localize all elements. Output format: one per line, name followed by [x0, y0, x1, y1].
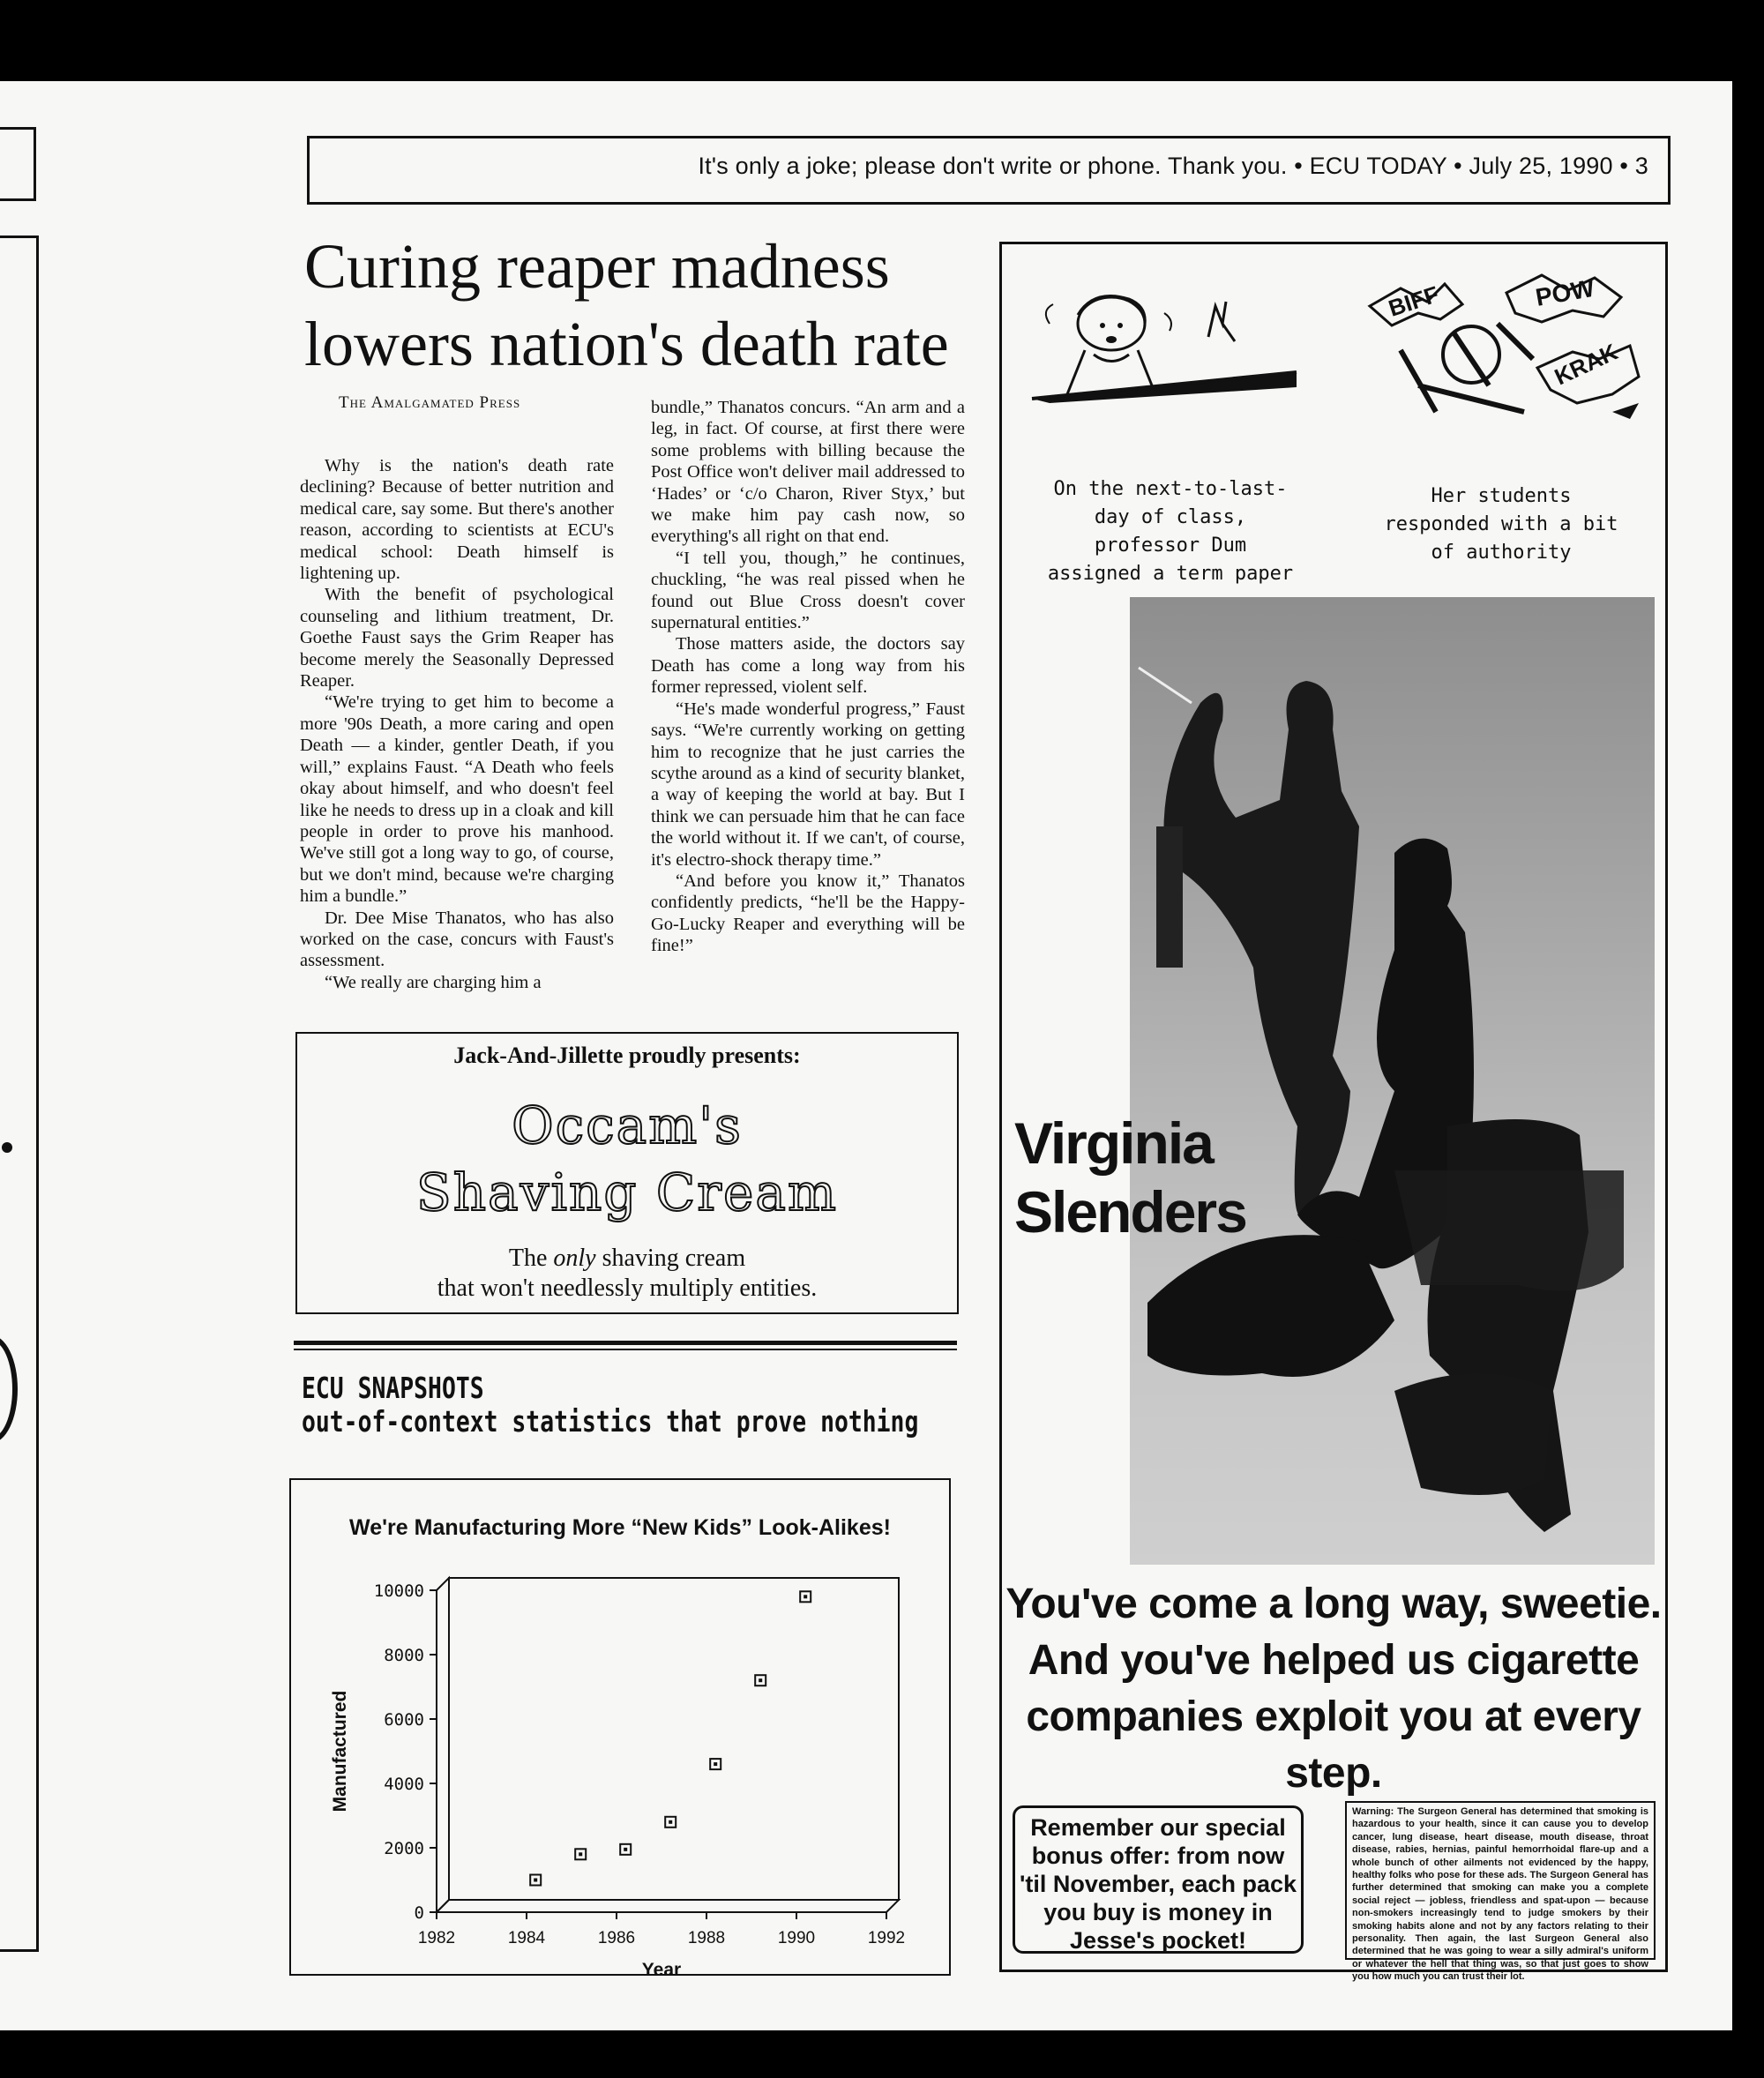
data-point-center — [714, 1762, 717, 1766]
paragraph: Those matters aside, the doctors say Death has come a long way from his former repressed, violent self. — [651, 634, 965, 698]
occam-presents: Jack-And-Jillette proudly presents: — [453, 1043, 801, 1068]
paragraph: With the benefit of psychological counseling and lithium treatment, Dr. Goethe Faust says the Grim Reaper has become merely the Seasonally Depressed Reaper. — [300, 585, 614, 691]
newspaper-page — [0, 81, 1732, 2030]
y-tick-label: 0 — [414, 1903, 424, 1923]
x-tick-label: 1990 — [777, 1929, 816, 1947]
header-text: It's only a joke; please don't write or phone. Thank you. • ECU TODAY • July 25, 1990 • 3 — [698, 153, 1648, 179]
occam-name-line-1: Occam's — [512, 1095, 743, 1155]
y-axis-label: Manufactured — [330, 1690, 350, 1813]
silhouette-women-image — [1130, 597, 1655, 1565]
x-tick-label: 1986 — [597, 1929, 636, 1947]
section-rule-thick — [294, 1341, 957, 1345]
data-point-center — [759, 1678, 762, 1682]
article-byline: The Amalgamated Press — [339, 393, 521, 412]
ad-slogan: You've come a long way, sweetie. And you've helped us cigarette companies exploit you at every step. — [1005, 1581, 1662, 1797]
paragraph: Dr. Dee Mise Thanatos, who has also worked on the case, concurs with Faust's assessment. — [300, 908, 614, 971]
cigarette-parody-ad — [999, 242, 1668, 1983]
data-point-center — [624, 1848, 627, 1851]
plot-back-wall — [449, 1578, 899, 1900]
paragraph: bundle,” Thanatos concurs. “An arm and a leg, in fact. Of course, at first there were some problems with billing because the Post Office won't deliver mail addressed to ‘Hades’ or ‘c/o Charon, River Styx,’ but we make him pay cash now, so everything's all right on that end. — [651, 398, 965, 547]
biff-word: BIFF — [1385, 280, 1442, 322]
pow-word: POW — [1533, 273, 1596, 311]
cartoon-caption-right: Her students responded with a bit of authority — [1384, 485, 1618, 564]
paragraph: “And before you know it,” Thanatos confidently predicts, “he'll be the Happy-Go-Lucky Reaper and everything will be fine!” — [651, 871, 965, 956]
y-tick-label: 8000 — [384, 1646, 424, 1665]
surgeon-general-warning: Warning: The Surgeon General has determined that smoking is hazardous to your health, since it can cause you to develop cancer, lung disease, heart disease, mouth disease, throat disease, rabies, hernias, painful hemorrhoidal flare-up and a whole bunch of other ailments not evidenced by the happy, healthy folks who pose for these ads. The Surgeon General has further determined that smoking can make you a complete social reject — jobless, friendless and spat-upon — because non-smokers increasingly tend to judge smokers by their smoking habits alone and not by any factors relating to their personality. Then again, the last Surgeon General also determined that he was going to wear a silly admiral's uniform or whatever the hell that thing was, so that just goes to show you how much you can trust their lot. — [1345, 1801, 1656, 1960]
y-tick-label: 10000 — [373, 1581, 424, 1601]
y-tick-label: 4000 — [384, 1775, 424, 1794]
x-tick-label: 1988 — [687, 1929, 726, 1947]
previous-page-edge-box — [0, 127, 36, 201]
x-tick-label: 1984 — [507, 1929, 546, 1947]
article-headline: Curing reaper madness lowers nation's death rate — [304, 231, 949, 379]
y-tick-label: 6000 — [384, 1710, 424, 1730]
krak-word: KRAK — [1550, 338, 1622, 391]
cartoon-caption-left: On the next-to-last- day of class, professor Dum assigned a term paper — [1047, 478, 1294, 585]
previous-page-bullet — [2, 1142, 12, 1153]
snapshots-subtitle: out-of-context statistics that prove nothing — [302, 1404, 919, 1439]
occam-product-name — [297, 1092, 957, 1226]
paragraph: “We're trying to get him to become a more '90s Death, a more caring and open Death — a kinder, gentler Death, if you will,” explains Faust. “A Death who feels okay about himself, and who doesn't feel like he needs to dress up in a cloak and kill people in order to prove his manhood. We've still got a long way to go, of course, but we don't mind, because we're charging him a bundle.” — [300, 692, 614, 907]
occam-tagline: The only shaving cream that won't needlessly multiply entities. — [437, 1245, 818, 1302]
biff-pow-cartoon — [1365, 271, 1648, 421]
paragraph: “We really are charging him a — [325, 972, 542, 992]
page-header — [307, 136, 1671, 205]
plot-left-wall — [437, 1578, 449, 1912]
y-tick-label: 2000 — [384, 1839, 424, 1858]
data-point-center — [534, 1879, 537, 1882]
previous-page-edge-column — [0, 235, 39, 1952]
scatter-chart — [291, 1480, 949, 1980]
section-rule-thin — [294, 1349, 957, 1350]
snapshots-chart — [289, 1478, 951, 1980]
plot-floor — [437, 1900, 899, 1912]
ad-photo — [1130, 597, 1655, 1565]
data-point-center — [804, 1595, 807, 1598]
chart-title: We're Manufacturing More “New Kids” Look-Alikes! — [349, 1515, 891, 1540]
paragraph: Why is the nation's death rate declining? Because of better nutrition and medical care, say some. But there's another reason, according to scientists at ECU's medical school: Death himself is lightening up. — [300, 456, 614, 584]
article-column-1 — [300, 455, 614, 993]
occam-shaving-cream-ad — [295, 1032, 959, 1314]
snapshots-title: ECU SNAPSHOTS — [302, 1371, 484, 1405]
paragraph: “I tell you, though,” he continues, chuckling, “he was real pissed when he found out Blue Cross doesn't cover supernatural entities.” — [651, 548, 965, 633]
x-tick-label: 1982 — [417, 1929, 456, 1947]
occam-name-line-2: Shaving Cream — [416, 1162, 838, 1222]
article-column-2 — [651, 397, 965, 957]
x-tick-label: 1992 — [867, 1929, 906, 1947]
bonus-offer-box: Remember our special bonus offer: from now 'til November, each pack you buy is money in Jesse's pocket! — [1013, 1805, 1304, 1954]
paragraph: “He's made wonderful progress,” Faust says. “We're currently working on getting him to recognize that he just carries the scythe around as a kind of security blanket, a way of keeping the world at bay. But I think we can persuade him that he can face the world without it. If we can't, of course, it's electro-shock therapy time.” — [651, 699, 965, 870]
data-point-center — [579, 1852, 582, 1856]
data-point-center — [669, 1820, 672, 1824]
teacher-cartoon — [1014, 288, 1314, 403]
brand-name: Virginia Slenders — [1014, 1110, 1246, 1245]
x-axis-label: Year — [641, 1960, 682, 1980]
